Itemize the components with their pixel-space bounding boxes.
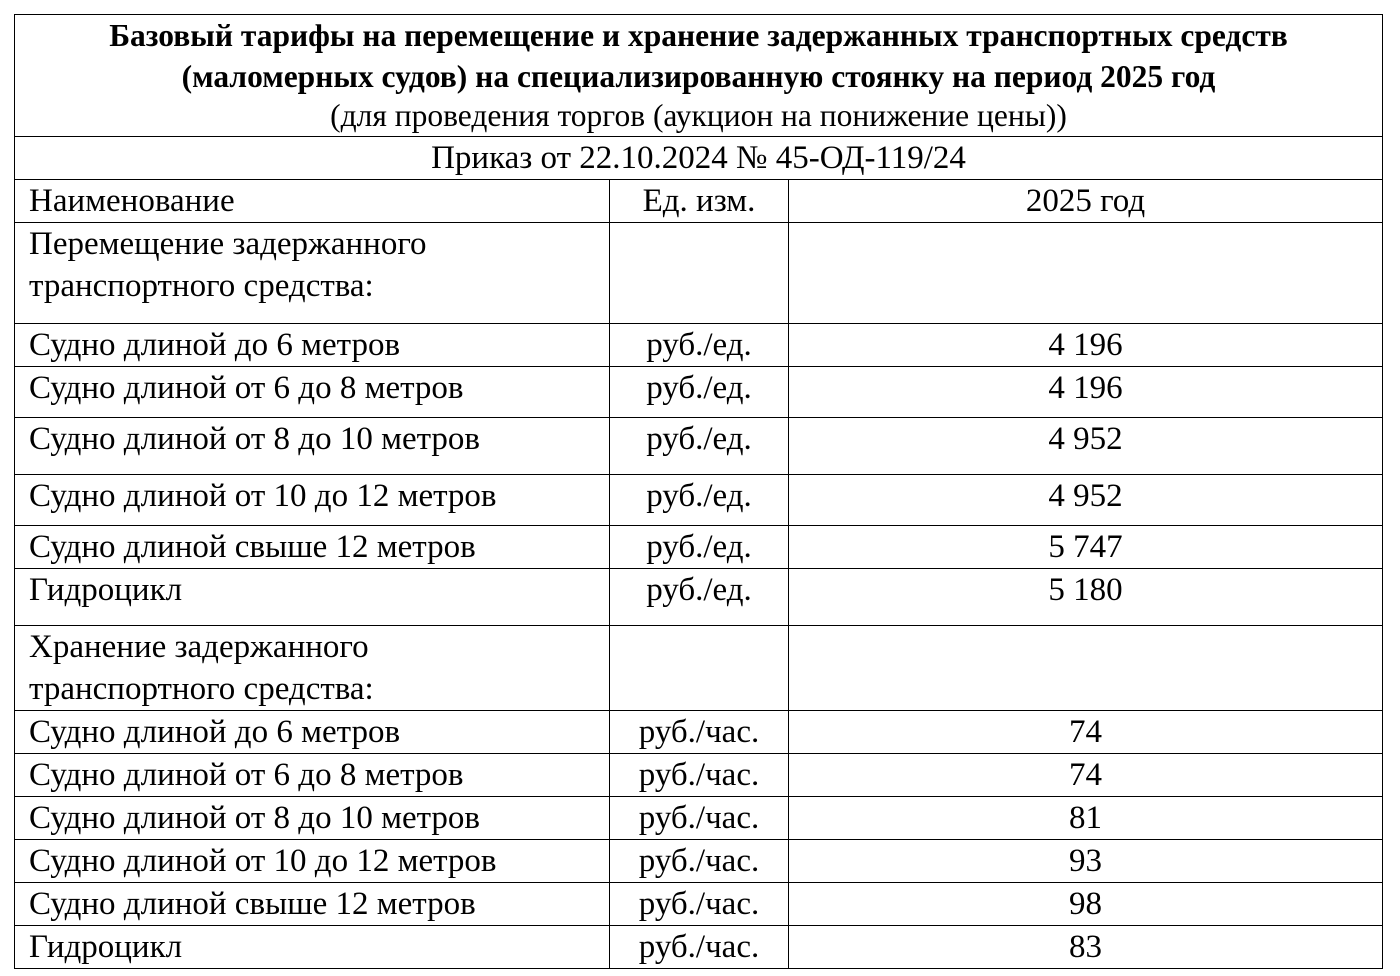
table-row xyxy=(15,711,1383,754)
table-row xyxy=(15,324,1383,367)
title-cell xyxy=(15,15,1383,137)
table-row xyxy=(15,569,1383,626)
table-row xyxy=(15,754,1383,797)
table-row xyxy=(15,475,1383,526)
section-header-row xyxy=(15,626,1383,711)
row-unit: руб./ед. xyxy=(610,367,789,418)
table-row xyxy=(15,883,1383,926)
header-row xyxy=(15,180,1383,223)
header-name: Наименование xyxy=(15,180,610,223)
table-row xyxy=(15,418,1383,475)
row-value: 4 196 xyxy=(789,367,1383,418)
row-unit: руб./час. xyxy=(610,754,789,797)
tariff-document xyxy=(14,14,1382,969)
row-name: Судно длиной от 10 до 12 метров xyxy=(15,840,610,883)
row-name: Судно длиной свыше 12 метров xyxy=(15,883,610,926)
section-header-row xyxy=(15,223,1383,324)
row-unit: руб./час. xyxy=(610,711,789,754)
row-unit: руб./ед. xyxy=(610,475,789,526)
row-name: Гидроцикл xyxy=(15,569,610,626)
row-value: 4 952 xyxy=(789,475,1383,526)
table-row xyxy=(15,526,1383,569)
section-value-empty xyxy=(789,223,1383,324)
row-name: Судно длиной от 6 до 8 метров xyxy=(15,754,610,797)
row-name: Гидроцикл xyxy=(15,926,610,969)
row-name: Судно длиной от 8 до 10 метров xyxy=(15,797,610,840)
row-value: 5 180 xyxy=(789,569,1383,626)
row-name: Судно длиной до 6 метров xyxy=(15,711,610,754)
row-unit: руб./ед. xyxy=(610,418,789,475)
row-unit: руб./час. xyxy=(610,840,789,883)
table-row xyxy=(15,367,1383,418)
row-value: 93 xyxy=(789,840,1383,883)
row-unit: руб./час. xyxy=(610,926,789,969)
title-row xyxy=(15,15,1383,137)
row-unit: руб./ед. xyxy=(610,324,789,367)
table-row xyxy=(15,926,1383,969)
order-row xyxy=(15,137,1383,180)
section-title-line-1: Хранение задержанного xyxy=(29,629,369,665)
section-title-line-2: транспортного средства: xyxy=(29,671,374,707)
row-value: 81 xyxy=(789,797,1383,840)
section-value-empty xyxy=(789,626,1383,711)
title-line-2: (маломерных судов) на специализированную стоянку на период 2025 год xyxy=(181,59,1216,94)
title-line-1: Базовый тарифы на перемещение и хранение задержанных транспортных средств xyxy=(109,18,1288,53)
table-row xyxy=(15,840,1383,883)
header-year: 2025 год xyxy=(789,180,1383,223)
title-line-3: (для проведения торгов (аукцион на понижение цены)) xyxy=(330,98,1067,133)
row-name: Судно длиной от 10 до 12 метров xyxy=(15,475,610,526)
row-unit: руб./час. xyxy=(610,797,789,840)
section-unit-empty xyxy=(610,223,789,324)
section-title-line-1: Перемещение задержанного xyxy=(29,226,427,262)
row-value: 74 xyxy=(789,711,1383,754)
order-reference: Приказ от 22.10.2024 № 45-ОД-119/24 xyxy=(15,137,1383,180)
table-row xyxy=(15,797,1383,840)
row-unit: руб./час. xyxy=(610,883,789,926)
row-value: 4 196 xyxy=(789,324,1383,367)
row-value: 74 xyxy=(789,754,1383,797)
row-unit: руб./ед. xyxy=(610,526,789,569)
row-name: Судно длиной до 6 метров xyxy=(15,324,610,367)
row-unit: руб./ед. xyxy=(610,569,789,626)
row-value: 4 952 xyxy=(789,418,1383,475)
row-value: 98 xyxy=(789,883,1383,926)
row-value: 83 xyxy=(789,926,1383,969)
section-title xyxy=(15,223,610,324)
section-unit-empty xyxy=(610,626,789,711)
header-unit: Ед. изм. xyxy=(610,180,789,223)
section-title-line-2: транспортного средства: xyxy=(29,268,374,304)
row-name: Судно длиной от 6 до 8 метров xyxy=(15,367,610,418)
row-value: 5 747 xyxy=(789,526,1383,569)
section-title xyxy=(15,626,610,711)
tariff-table xyxy=(14,14,1383,969)
row-name: Судно длиной от 8 до 10 метров xyxy=(15,418,610,475)
row-name: Судно длиной свыше 12 метров xyxy=(15,526,610,569)
